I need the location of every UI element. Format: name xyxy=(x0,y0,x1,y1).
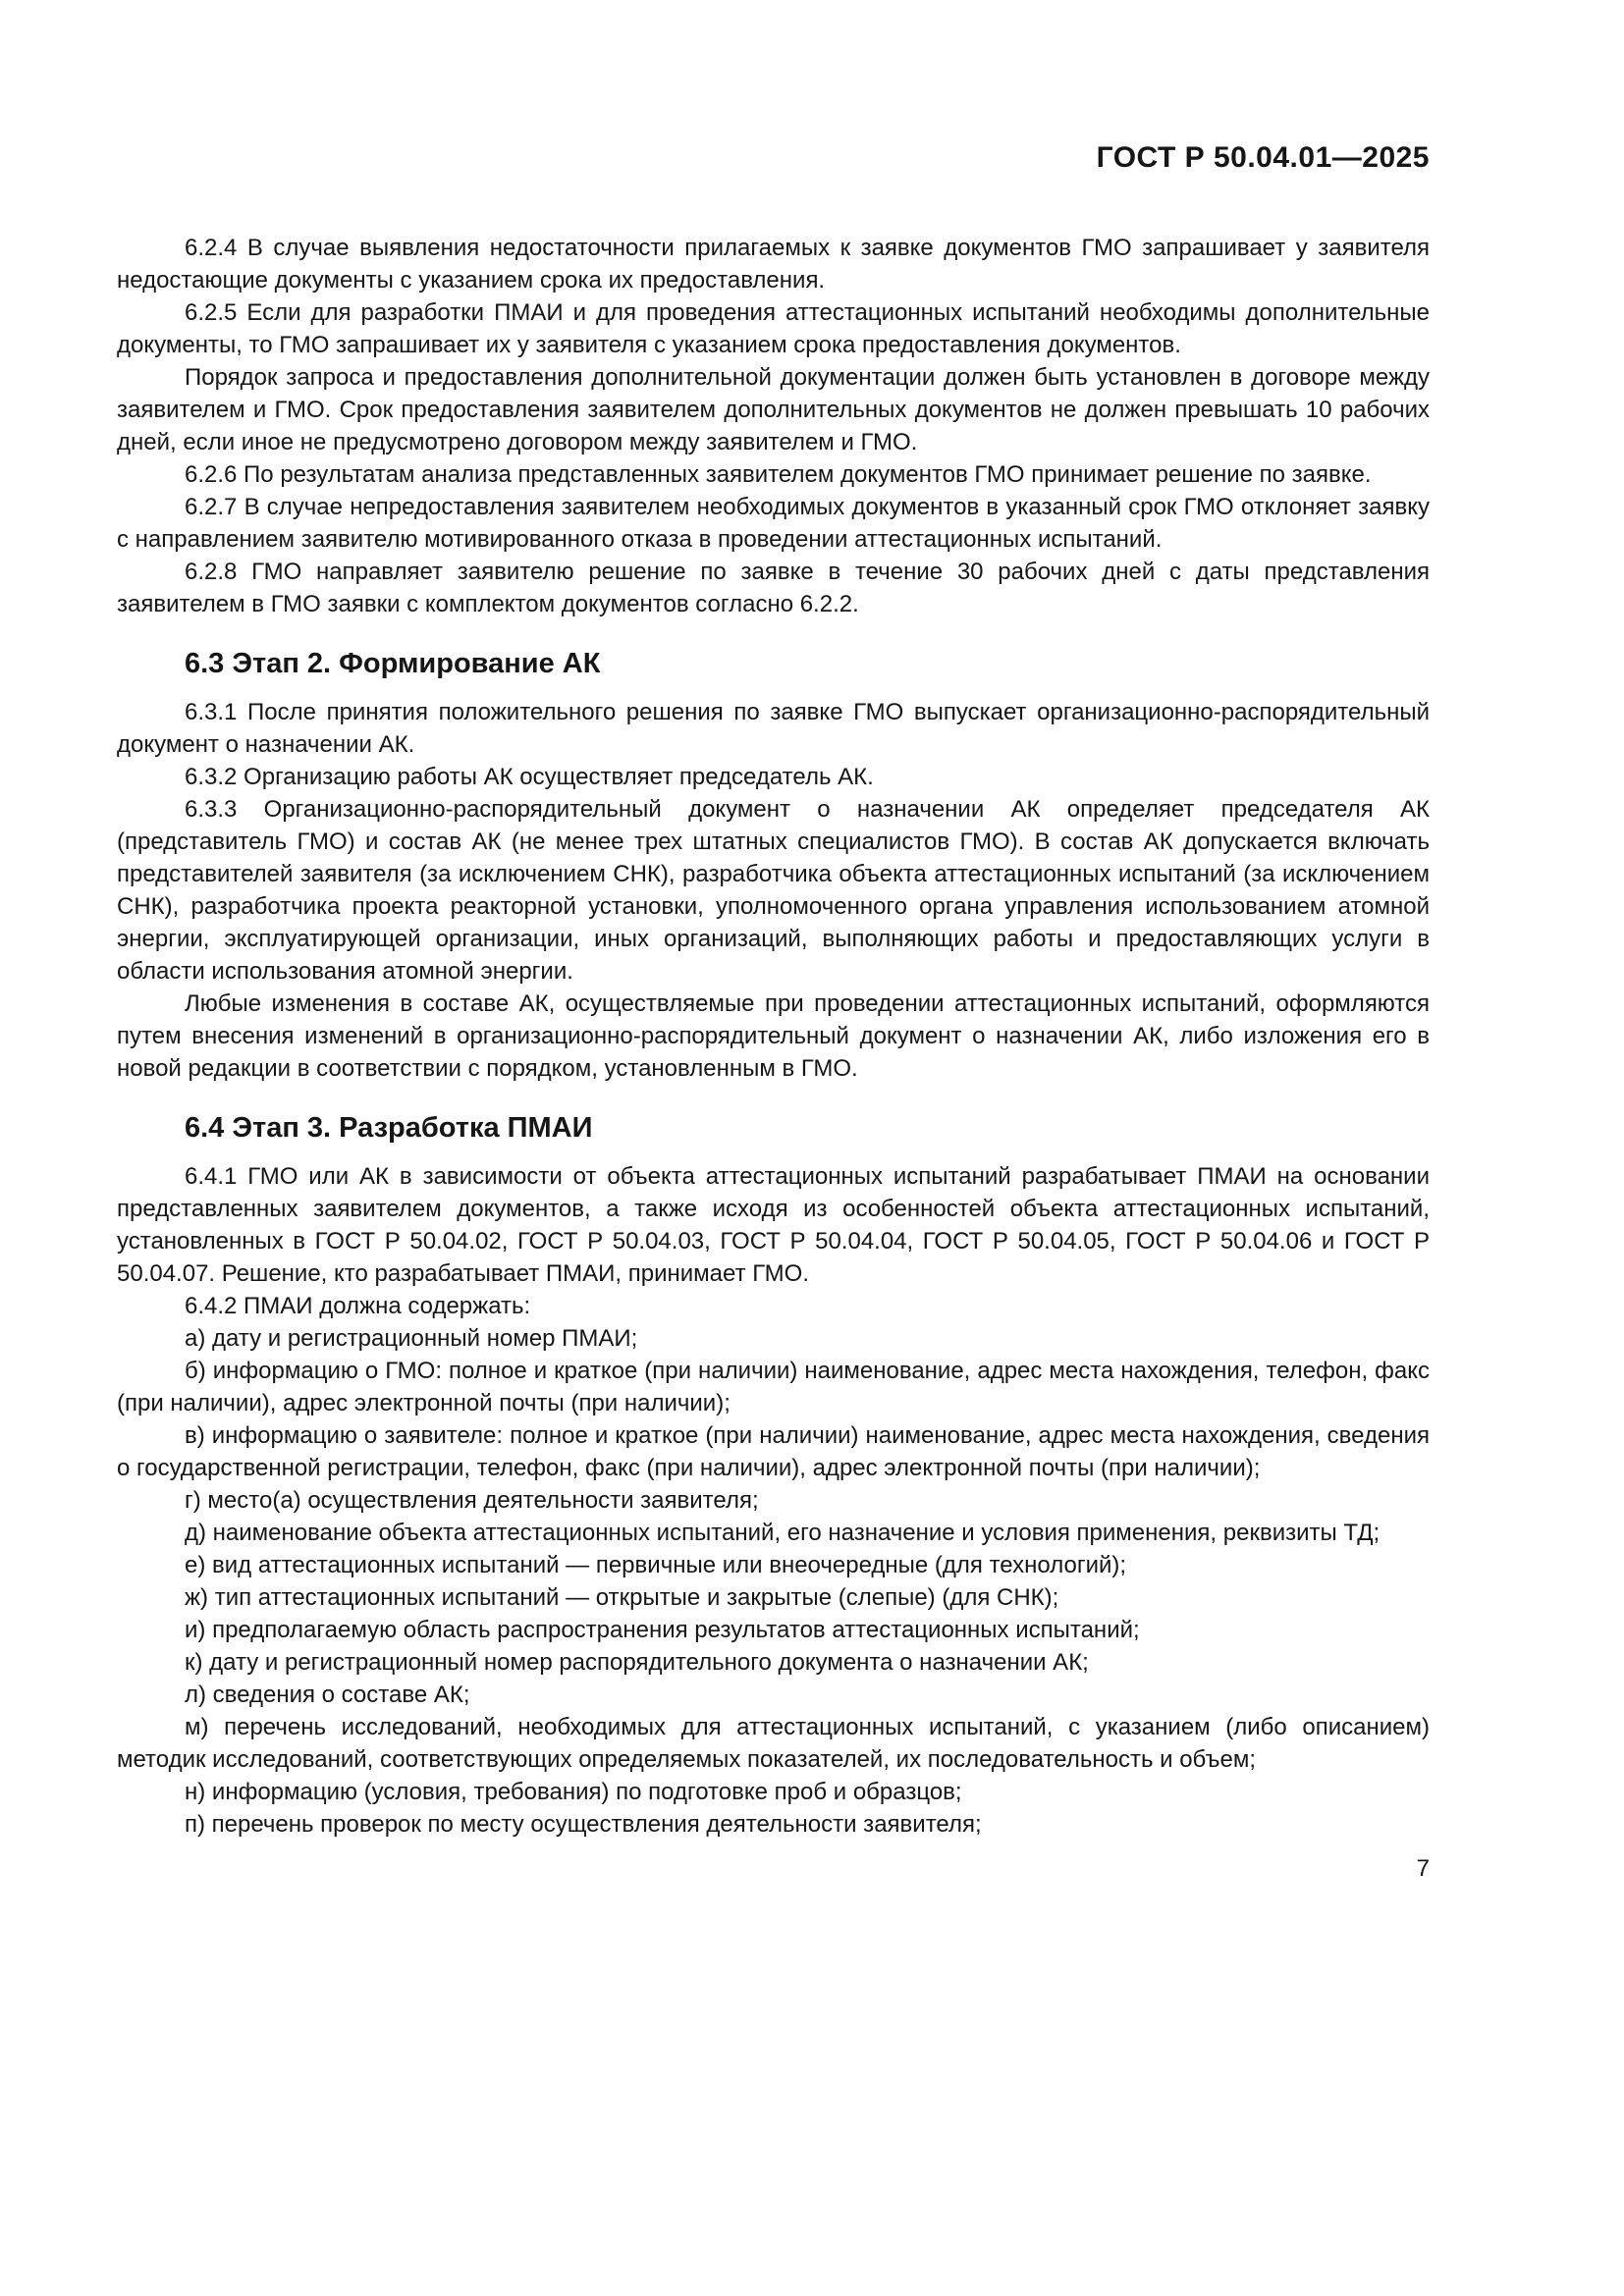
list-item: г) место(а) осуществления деятельности заявителя; xyxy=(185,1487,759,1514)
list-item: д) наименование объекта аттестационных испытаний, его назначение и условия применения, реквизиты ТД; xyxy=(185,1520,1380,1546)
paragraph: 6.3.3 Организационно-распорядительный документ о назначении АК определяет председателя АК (представитель ГМО) и состав АК (не менее трех штатных специалистов ГМО). В состав АК допускается включать представителей заявителя (за исключением СНК), разработчика объекта аттестационных испытаний (за исключением СНК), разработчика проекта реакторной установки, уполномоченного органа управления использованием атомной энергии, эксплуатирующей организации, иных организаций, выполняющих работы и предоставляющих услуги в области использования атомной энергии. xyxy=(117,796,1430,985)
paragraph: 6.2.6 По результатам анализа представленных заявителем документов ГМО принимает решение по заявке. xyxy=(185,461,1372,488)
list-item: е) вид аттестационных испытаний — первичные или внеочередные (для технологий); xyxy=(185,1552,1127,1578)
paragraph: 6.4.2 ПМАИ должна содержать: xyxy=(185,1293,531,1319)
list-item: и) предполагаемую область распространения результатов аттестационных испытаний; xyxy=(185,1617,1140,1643)
section-heading: 6.4 Этап 3. Разработка ПМАИ xyxy=(185,1112,593,1144)
document-body xyxy=(117,232,1430,1841)
paragraph: 6.2.5 Если для разработки ПМАИ и для проведения аттестационных испытаний необходимы дополнительные документы, то ГМО запрашивает их у заявителя с указанием срока предоставления документов. xyxy=(117,299,1430,358)
page-content xyxy=(117,140,1430,1885)
paragraph: 6.3.2 Организацию работы АК осуществляет председатель АК. xyxy=(185,764,874,790)
paragraph: 6.2.7 В случае непредоставления заявителем необходимых документов в указанный срок ГМО отклоняет заявку с направлением заявителю мотивированного отказа в проведении аттестационных испытаний. xyxy=(117,494,1430,553)
paragraph: 6.3.1 После принятия положительного решения по заявке ГМО выпускает организационно-распорядительный документ о назначении АК. xyxy=(117,699,1430,758)
paragraph: Порядок запроса и предоставления дополнительной документации должен быть установлен в договоре между заявителем и ГМО. Срок предоставления заявителем дополнительных документов не должен превышать 10 рабочих дней, если иное не предусмотрено договором между заявителем и ГМО. xyxy=(117,364,1430,455)
list-item: ж) тип аттестационных испытаний — открытые и закрытые (слепые) (для СНК); xyxy=(185,1584,1059,1611)
paragraph: 6.2.8 ГМО направляет заявителю решение по заявке в течение 30 рабочих дней с даты представления заявителем в ГМО заявки с комплектом документов согласно 6.2.2. xyxy=(117,559,1430,617)
section-heading: 6.3 Этап 2. Формирование АК xyxy=(185,648,601,679)
paragraph: 6.2.4 В случае выявления недостаточности прилагаемых к заявке документов ГМО запрашивает у заявителя недостающие документы с указанием срока их предоставления. xyxy=(117,235,1430,294)
list-item: н) информацию (условия, требования) по подготовке проб и образцов; xyxy=(185,1779,962,1805)
list-item: а) дату и регистрационный номер ПМАИ; xyxy=(185,1325,638,1352)
list-item: п) перечень проверок по месту осуществления деятельности заявителя; xyxy=(185,1811,982,1838)
list-item: б) информацию о ГМО: полное и краткое (при наличии) наименование, адрес места нахождения, телефон, факс (при наличии), адрес электронной почты (при наличии); xyxy=(117,1358,1430,1416)
running-header-standard-number: ГОСТ Р 50.04.01—2025 xyxy=(1096,141,1430,174)
paragraph: Любые изменения в составе АК, осуществляемые при проведении аттестационных испытаний, оформляются путем внесения изменений в организационно-распорядительный документ о назначении АК, либо изложения его в новой редакции в соответствии с порядком, установленным в ГМО. xyxy=(117,990,1430,1082)
list-item: в) информацию о заявителе: полное и краткое (при наличии) наименование, адрес места нахождения, сведения о государственной регистрации, телефон, факс (при наличии), адрес электронной почты (при наличии); xyxy=(117,1422,1430,1481)
list-item: к) дату и регистрационный номер распорядительного документа о назначении АК; xyxy=(185,1649,1089,1676)
list-item: м) перечень исследований, необходимых для аттестационных испытаний, с указанием (либо описанием) методик исследований, соответствующих определяемых показателей, их последовательность и объем; xyxy=(117,1714,1430,1773)
list-item: л) сведения о составе АК; xyxy=(185,1682,470,1708)
paragraph: 6.4.1 ГМО или АК в зависимости от объекта аттестационных испытаний разрабатывает ПМАИ на основании представленных заявителем документов, а также исходя из особенностей объекта аттестационных испытаний, установленных в ГОСТ Р 50.04.02, ГОСТ Р 50.04.03, ГОСТ Р 50.04.04, ГОСТ Р 50.04.05, ГОСТ Р 50.04.06 и ГОСТ Р 50.04.07. Решение, кто разрабатывает ПМАИ, принимает ГМО. xyxy=(117,1163,1430,1287)
page-number: 7 xyxy=(1416,1855,1430,1882)
